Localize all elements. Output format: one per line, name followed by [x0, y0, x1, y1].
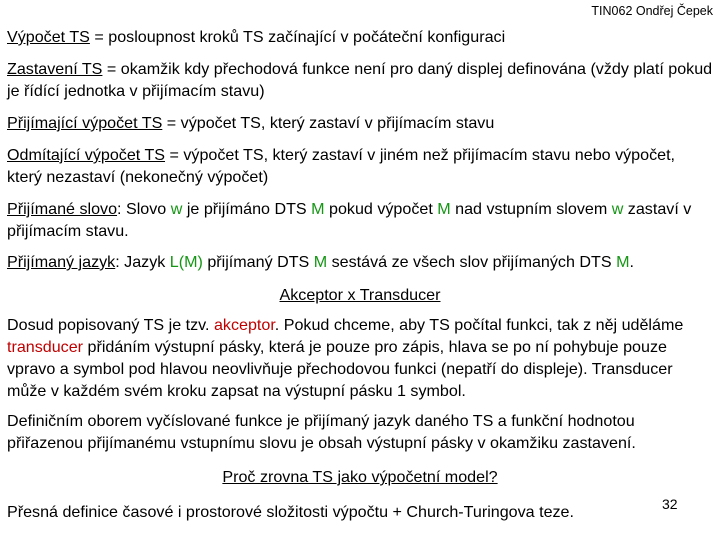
- definition-odmitajici: [7, 144, 713, 188]
- symbol-m: M: [313, 253, 328, 271]
- term-prijimany-jazyk: Přijímaný jazyk: [7, 253, 116, 271]
- definition-prijimane-slovo: Přijímané slovo: Slovo w je přijímáno DTS M pokud výpočet M nad vstupním slovem w zastaví v přijímacím stavu.: [7, 200, 692, 240]
- paragraph-definicni-obor: Definičním oborem vyčíslované funkce je přijímaný jazyk daného TS a funkční hodnotou přiřazenou přijímanému vstupnímu slovu je obsah výstupní pásky v okamžiku zastavení.: [7, 412, 636, 452]
- definition-zastaveni: [7, 58, 713, 102]
- term-prijimajici: Přijímající výpočet TS: [7, 114, 163, 132]
- section-heading-akceptor: Akceptor x Transducer: [279, 286, 441, 304]
- page-number: 32: [662, 496, 678, 512]
- term-zastaveni: Zastavení TS: [7, 60, 103, 78]
- symbol-lm: L(M): [169, 253, 203, 271]
- paragraph-slozitost: Přesná definice časové i prostorové složitosti výpočtu + Church-Turingova teze.: [7, 503, 574, 521]
- definition-prijimany-jazyk: Přijímaný jazyk: Jazyk L(M) přijímaný DTS M sestává ze všech slov přijímaných DTS M.: [7, 253, 634, 271]
- definition-text: = výpočet TS, který zastaví v jiném než přijímacím stavu nebo výpočet, který nezastaví (nekonečný výpočet): [7, 146, 676, 186]
- symbol-w: w: [611, 200, 624, 218]
- definition-text: = výpočet TS, který zastaví v přijímacím stavu: [162, 114, 495, 132]
- symbol-m: M: [311, 200, 325, 218]
- symbol-m: M: [616, 253, 630, 271]
- definition-vypocet: [7, 26, 713, 48]
- definition-text: = okamžik kdy přechodová funkce není pro daný displej definována (vždy platí pokud je řídící jednotka v přijímacím stavu): [7, 60, 713, 100]
- term-prijimane-slovo: Přijímané slovo: [7, 200, 118, 218]
- definition-text: = posloupnost kroků TS začínající v počáteční konfiguraci: [89, 28, 506, 46]
- term-odmitajici: Odmítající výpočet TS: [7, 146, 166, 164]
- slide-header: TIN062 Ondřej Čepek: [591, 4, 713, 18]
- paragraph-transducer: Dosud popisovaný TS je tzv. akceptor. Pokud chceme, aby TS počítal funkci, tak z něj uděláme transducer přidáním výstupní pásky, která je pouze pro zápis, hlava se po ní pohybuje pouze vpravo a symbol pod hlavou neovlivňuje přechodovou funkci (nepatří do displeje). Transducer může v každém svém kroku zapsat na výstupní pásku 1 symbol.: [7, 316, 684, 400]
- symbol-w: w: [170, 200, 183, 218]
- term-transducer: transducer: [7, 338, 84, 356]
- symbol-m: M: [437, 200, 451, 218]
- section-heading-proc-ts: Proč zrovna TS jako výpočetní model?: [222, 468, 498, 486]
- definition-prijimajici: [7, 112, 713, 134]
- term-akceptor: akceptor: [213, 316, 275, 334]
- term-vypocet: Výpočet TS: [7, 28, 90, 46]
